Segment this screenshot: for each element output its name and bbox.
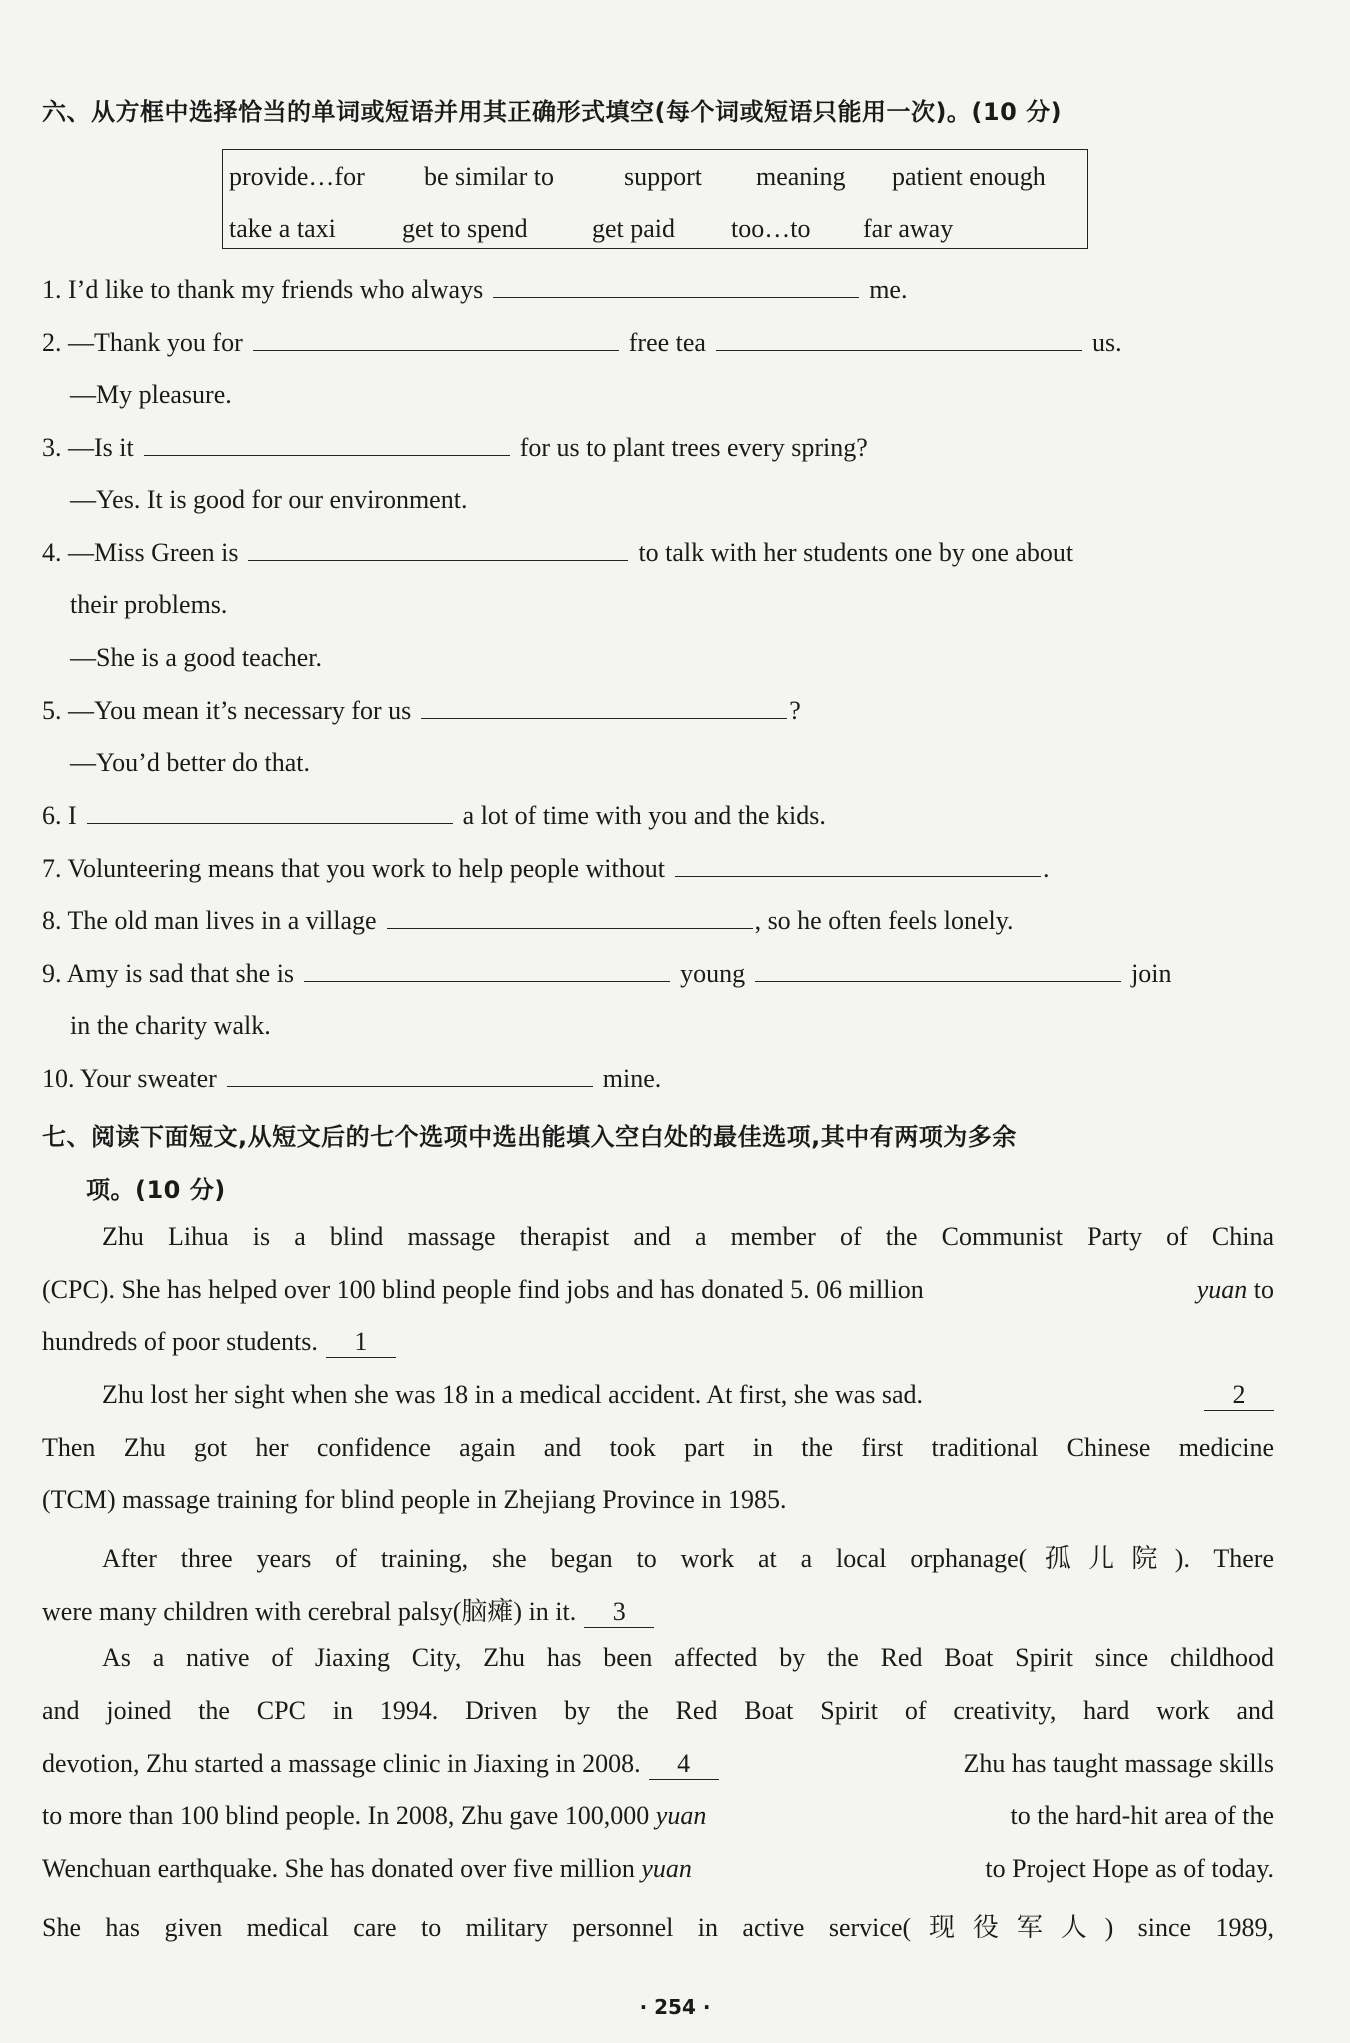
question-text: mine. — [602, 1064, 662, 1093]
passage-text: Wenchuan earthquake. She has donated over five million — [42, 1854, 635, 1883]
answer-blank[interactable] — [87, 801, 453, 824]
word-box — [222, 149, 1088, 249]
question-text: 1. I’d like to thank my friends who always — [42, 275, 484, 304]
question-text: me. — [869, 275, 908, 304]
numbered-blank-3[interactable]: 3 — [584, 1597, 654, 1628]
question-text: 7. Volunteering means that you work to help people without — [42, 854, 665, 883]
passage-text-italic: yuan — [641, 1854, 692, 1883]
passage-text: devotion, Zhu started a massage clinic in Jiaxing in 2008. — [42, 1749, 641, 1778]
question-text: a lot of time with you and the kids. — [462, 801, 826, 830]
question-text: . — [1042, 854, 1050, 883]
question-text: 3. —Is it — [42, 433, 134, 462]
passage-text: After three years of training, she began to work at a local orphanage(孤儿院). There — [102, 1544, 1274, 1573]
word-option: support — [624, 162, 702, 191]
question-3-reply: —Yes. It is good for our environment. — [70, 485, 468, 514]
question-5-reply: —You’d better do that. — [70, 748, 311, 777]
question-1 — [42, 275, 907, 305]
answer-blank[interactable] — [248, 538, 628, 561]
question-text: 6. I — [42, 801, 77, 830]
passage-line: (TCM) massage training for blind people in Zhejiang Province in 1985. — [42, 1485, 787, 1514]
answer-blank[interactable] — [716, 328, 1082, 351]
question-9 — [42, 959, 1172, 989]
word-option: far away — [863, 214, 954, 243]
word-option: get paid — [592, 214, 676, 243]
word-option: take a taxi — [229, 214, 336, 243]
section-6-title: 六、从方框中选择恰当的单词或短语并用其正确形式填空(每个词或短语只能用一次)。(10 分) — [42, 98, 1063, 126]
word-option: meaning — [756, 162, 846, 191]
passage-line — [102, 1380, 1274, 1411]
passage-text: Zhu Lihua is a blind massage therapist and a member of the Communist Party of China — [102, 1222, 1274, 1251]
answer-blank[interactable] — [227, 1064, 593, 1087]
passage-text-italic: yuan — [655, 1801, 707, 1830]
question-5 — [42, 696, 801, 726]
passage-text: to Project Hope as of today. — [985, 1854, 1274, 1883]
passage-line — [102, 1222, 1274, 1252]
answer-blank[interactable] — [304, 959, 670, 982]
word-option: too…to — [731, 214, 811, 243]
question-3 — [42, 433, 868, 463]
passage-text: to — [1253, 1275, 1274, 1304]
word-option: provide…for — [229, 162, 365, 191]
answer-blank[interactable] — [253, 328, 619, 351]
answer-blank[interactable] — [387, 906, 753, 929]
question-9-continued: in the charity walk. — [70, 1011, 271, 1040]
question-10 — [42, 1064, 661, 1094]
question-text: young — [680, 959, 746, 988]
passage-text: As a native of Jiaxing City, Zhu has been affected by the Red Boat Spirit since childhood — [102, 1643, 1274, 1672]
question-text: to talk with her students one by one about — [638, 538, 1074, 567]
passage-text: and joined the CPC in 1994. Driven by the Red Boat Spirit of creativity, hard work and — [42, 1696, 1274, 1725]
question-text: 4. —Miss Green is — [42, 538, 239, 567]
question-text: join — [1131, 959, 1172, 988]
question-text: 2. —Thank you for — [42, 328, 243, 357]
passage-line — [42, 1749, 1274, 1780]
word-option: be similar to — [424, 162, 554, 191]
question-text: 5. —You mean it’s necessary for us — [42, 696, 412, 725]
question-text: us. — [1091, 328, 1122, 357]
passage-line — [42, 1275, 1274, 1305]
passage-line — [42, 1327, 404, 1358]
passage-line — [42, 1591, 662, 1628]
passage-text: to the hard-hit area of the — [1010, 1801, 1274, 1830]
passage-text-italic: yuan — [1196, 1275, 1248, 1304]
question-4-reply: —She is a good teacher. — [70, 643, 322, 672]
passage-line — [42, 1907, 1274, 1944]
question-text: 8. The old man lives in a village — [42, 906, 377, 935]
passage-text: were many children with cerebral palsy(脑瘫) in it. — [42, 1597, 577, 1626]
question-4-continued: their problems. — [70, 590, 228, 619]
passage-line — [42, 1854, 1274, 1884]
question-text: free tea — [628, 328, 706, 357]
section-7-title-line-1: 七、阅读下面短文,从短文后的七个选项中选出能填入空白处的最佳选项,其中有两项为多余 — [42, 1123, 1017, 1151]
passage-text: (CPC). She has helped over 100 blind people find jobs and has donated 5. 06 million — [42, 1275, 924, 1304]
passage-line — [42, 1801, 1274, 1831]
page-number: · 254 · — [639, 1995, 711, 2019]
question-2-reply: —My pleasure. — [70, 380, 232, 409]
question-text: 10. Your sweater — [42, 1064, 217, 1093]
question-8 — [42, 906, 1014, 936]
question-7 — [42, 854, 1049, 884]
answer-blank[interactable] — [144, 433, 510, 456]
question-text: 9. Amy is sad that she is — [42, 959, 295, 988]
section-7-title-line-2: 项。(10 分) — [86, 1176, 226, 1204]
answer-blank[interactable] — [755, 959, 1121, 982]
passage-text: hundreds of poor students. — [42, 1327, 318, 1356]
numbered-blank-4[interactable]: 4 — [649, 1749, 719, 1780]
answer-blank[interactable] — [493, 275, 859, 298]
word-option: get to spend — [402, 214, 528, 243]
passage-line — [42, 1696, 1274, 1726]
passage-text: She has given medical care to military personnel in active service(现役军人) since 1989, — [42, 1913, 1274, 1942]
passage-line — [102, 1643, 1274, 1673]
passage-text: Zhu lost her sight when she was 18 in a medical accident. At first, she was sad. — [102, 1380, 923, 1409]
numbered-blank-2[interactable]: 2 — [1204, 1380, 1274, 1411]
answer-blank[interactable] — [421, 696, 787, 719]
passage-text: Then Zhu got her confidence again and took part in the first traditional Chinese medicine — [42, 1433, 1274, 1462]
question-text: , so he often feels lonely. — [754, 906, 1014, 935]
question-6 — [42, 801, 826, 831]
answer-blank[interactable] — [675, 854, 1041, 877]
passage-line — [42, 1433, 1274, 1463]
passage-line — [102, 1538, 1274, 1575]
question-4 — [42, 538, 1073, 568]
question-text: for us to plant trees every spring? — [519, 433, 868, 462]
question-text: ? — [789, 696, 801, 725]
question-2 — [42, 328, 1122, 358]
passage-text: to more than 100 blind people. In 2008, Zhu gave 100,000 — [42, 1801, 650, 1830]
passage-text: Zhu has taught massage skills — [963, 1749, 1274, 1778]
word-option: patient enough — [892, 162, 1046, 191]
numbered-blank-1[interactable]: 1 — [326, 1327, 396, 1358]
